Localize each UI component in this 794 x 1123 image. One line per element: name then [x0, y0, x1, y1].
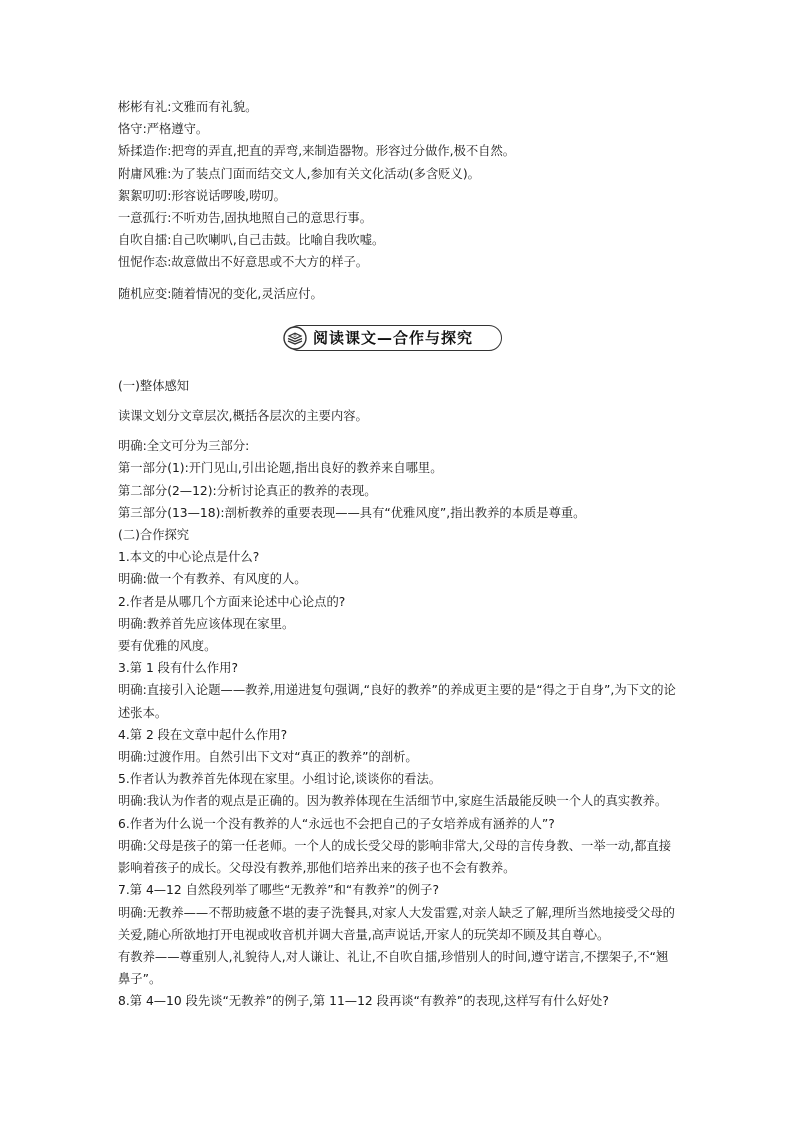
question: 4.第 2 段在文章中起什么作用? [118, 727, 288, 742]
section-banner [118, 317, 678, 363]
paragraph: 第二部分(2—12):分析讨论真正的教养的表现。 [118, 483, 377, 498]
overall-section [118, 375, 678, 524]
answer: 有教养——尊重别人,礼貌待人,对人谦让、礼让,不自吹自擂,珍惜别人的时间,遵守诺言,不摆架子,不“翘鼻子”。 [118, 949, 669, 987]
paragraph: 读课文划分文章层次,概括各层次的主要内容。 [118, 409, 368, 424]
vocab-item: 自吹自擂:自己吹喇叭,自己击鼓。比喻自我吹嘘。 [118, 233, 385, 248]
vocab-item: 一意孤行:不听劝告,固执地照自己的意思行事。 [118, 211, 372, 226]
question: 5.作者认为教养首先体现在家里。小组讨论,谈谈你的看法。 [118, 772, 442, 787]
explore-section [118, 524, 678, 1012]
section-title: 阅读课文—合作与探究 [313, 328, 474, 347]
answer: 明确:直接引入论题——教养,用递进复句强调,“良好的教养”的养成更主要的是“得之于自身”,为下文的论述张本。 [118, 683, 676, 720]
paragraph: 第一部分(1):开门见山,引出论题,指出良好的教养来自哪里。 [118, 461, 443, 476]
question: 1.本文的中心论点是什么? [118, 550, 260, 565]
answer: 明确:过渡作用。自然引出下文对“真正的教养”的剖析。 [118, 750, 418, 765]
vocab-item: 彬彬有礼:文雅而有礼貌。 [118, 100, 258, 114]
question: 3.第 1 段有什么作用? [118, 661, 238, 676]
answer: 明确:父母是孩子的第一任老师。一个人的成长受父母的影响非常大,父母的言传身教、一举一动,都直接影响着孩子的成长。父母没有教养,那他们培养出来的孩子也不会有教养。 [118, 838, 672, 876]
vocab-item: 絮絮叨叨:形容说话啰唆,唠叨。 [118, 188, 286, 203]
document-body [118, 96, 678, 1013]
section-banner-frame [286, 325, 502, 351]
question: 7.第 4—12 自然段列举了哪些“无教养”和“有教养”的例子? [118, 883, 439, 898]
answer: 要有优雅的风度。 [118, 639, 217, 654]
answer: 明确:我认为作者的观点是正确的。因为教养体现在生活细节中,家庭生活最能反映一个人的真实教养。 [118, 794, 668, 809]
question: 8.第 4—10 段先谈“无教养”的例子,第 11—12 段再谈“有教养”的表现,这样写有什么好处? [118, 994, 609, 1009]
vocabulary-list [118, 96, 678, 305]
answer: 明确:做一个有教养、有风度的人。 [118, 572, 307, 587]
vocab-item: 随机应变:随着情况的变化,灵活应付。 [118, 286, 323, 301]
paragraph: 明确:全文可分为三部分: [118, 439, 250, 454]
section-heading: (二)合作探究 [118, 528, 190, 543]
question: 2.作者是从哪几个方面来论述中心论点的? [118, 594, 346, 609]
banner-icon-label: 8 [293, 332, 297, 339]
vocab-item: 矫揉造作:把弯的弄直,把直的弄弯,来制造器物。形容过分做作,极不自然。 [118, 144, 516, 159]
vocab-item: 忸怩作态:故意做出不好意思或不大方的样子。 [118, 255, 369, 270]
book-stack-icon [283, 326, 307, 350]
vocab-item: 恪守:严格遵守。 [118, 122, 209, 137]
question: 6.作者为什么说一个没有教养的人“永远也不会把自己的子女培养成有涵养的人”? [118, 816, 555, 831]
answer: 明确:教养首先应该体现在家里。 [118, 616, 295, 631]
paragraph: 第三部分(13—18):剖析教养的重要表现——具有“优雅风度”,指出教养的本质是尊重。 [118, 505, 586, 520]
answer: 明确:无教养——不帮助疲惫不堪的妻子洗餐具,对家人大发雷霆,对亲人缺乏了解,理所当然地接受父母的关爱,随心所欲地打开电视或收音机并调大音量,高声说话,开家人的玩笑却不顾及其自尊心。 [118, 905, 675, 942]
section-heading: (一)整体感知 [118, 378, 190, 393]
vocab-item: 附庸风雅:为了装点门面而结交文人,参加有关文化活动(多含贬义)。 [118, 166, 480, 181]
